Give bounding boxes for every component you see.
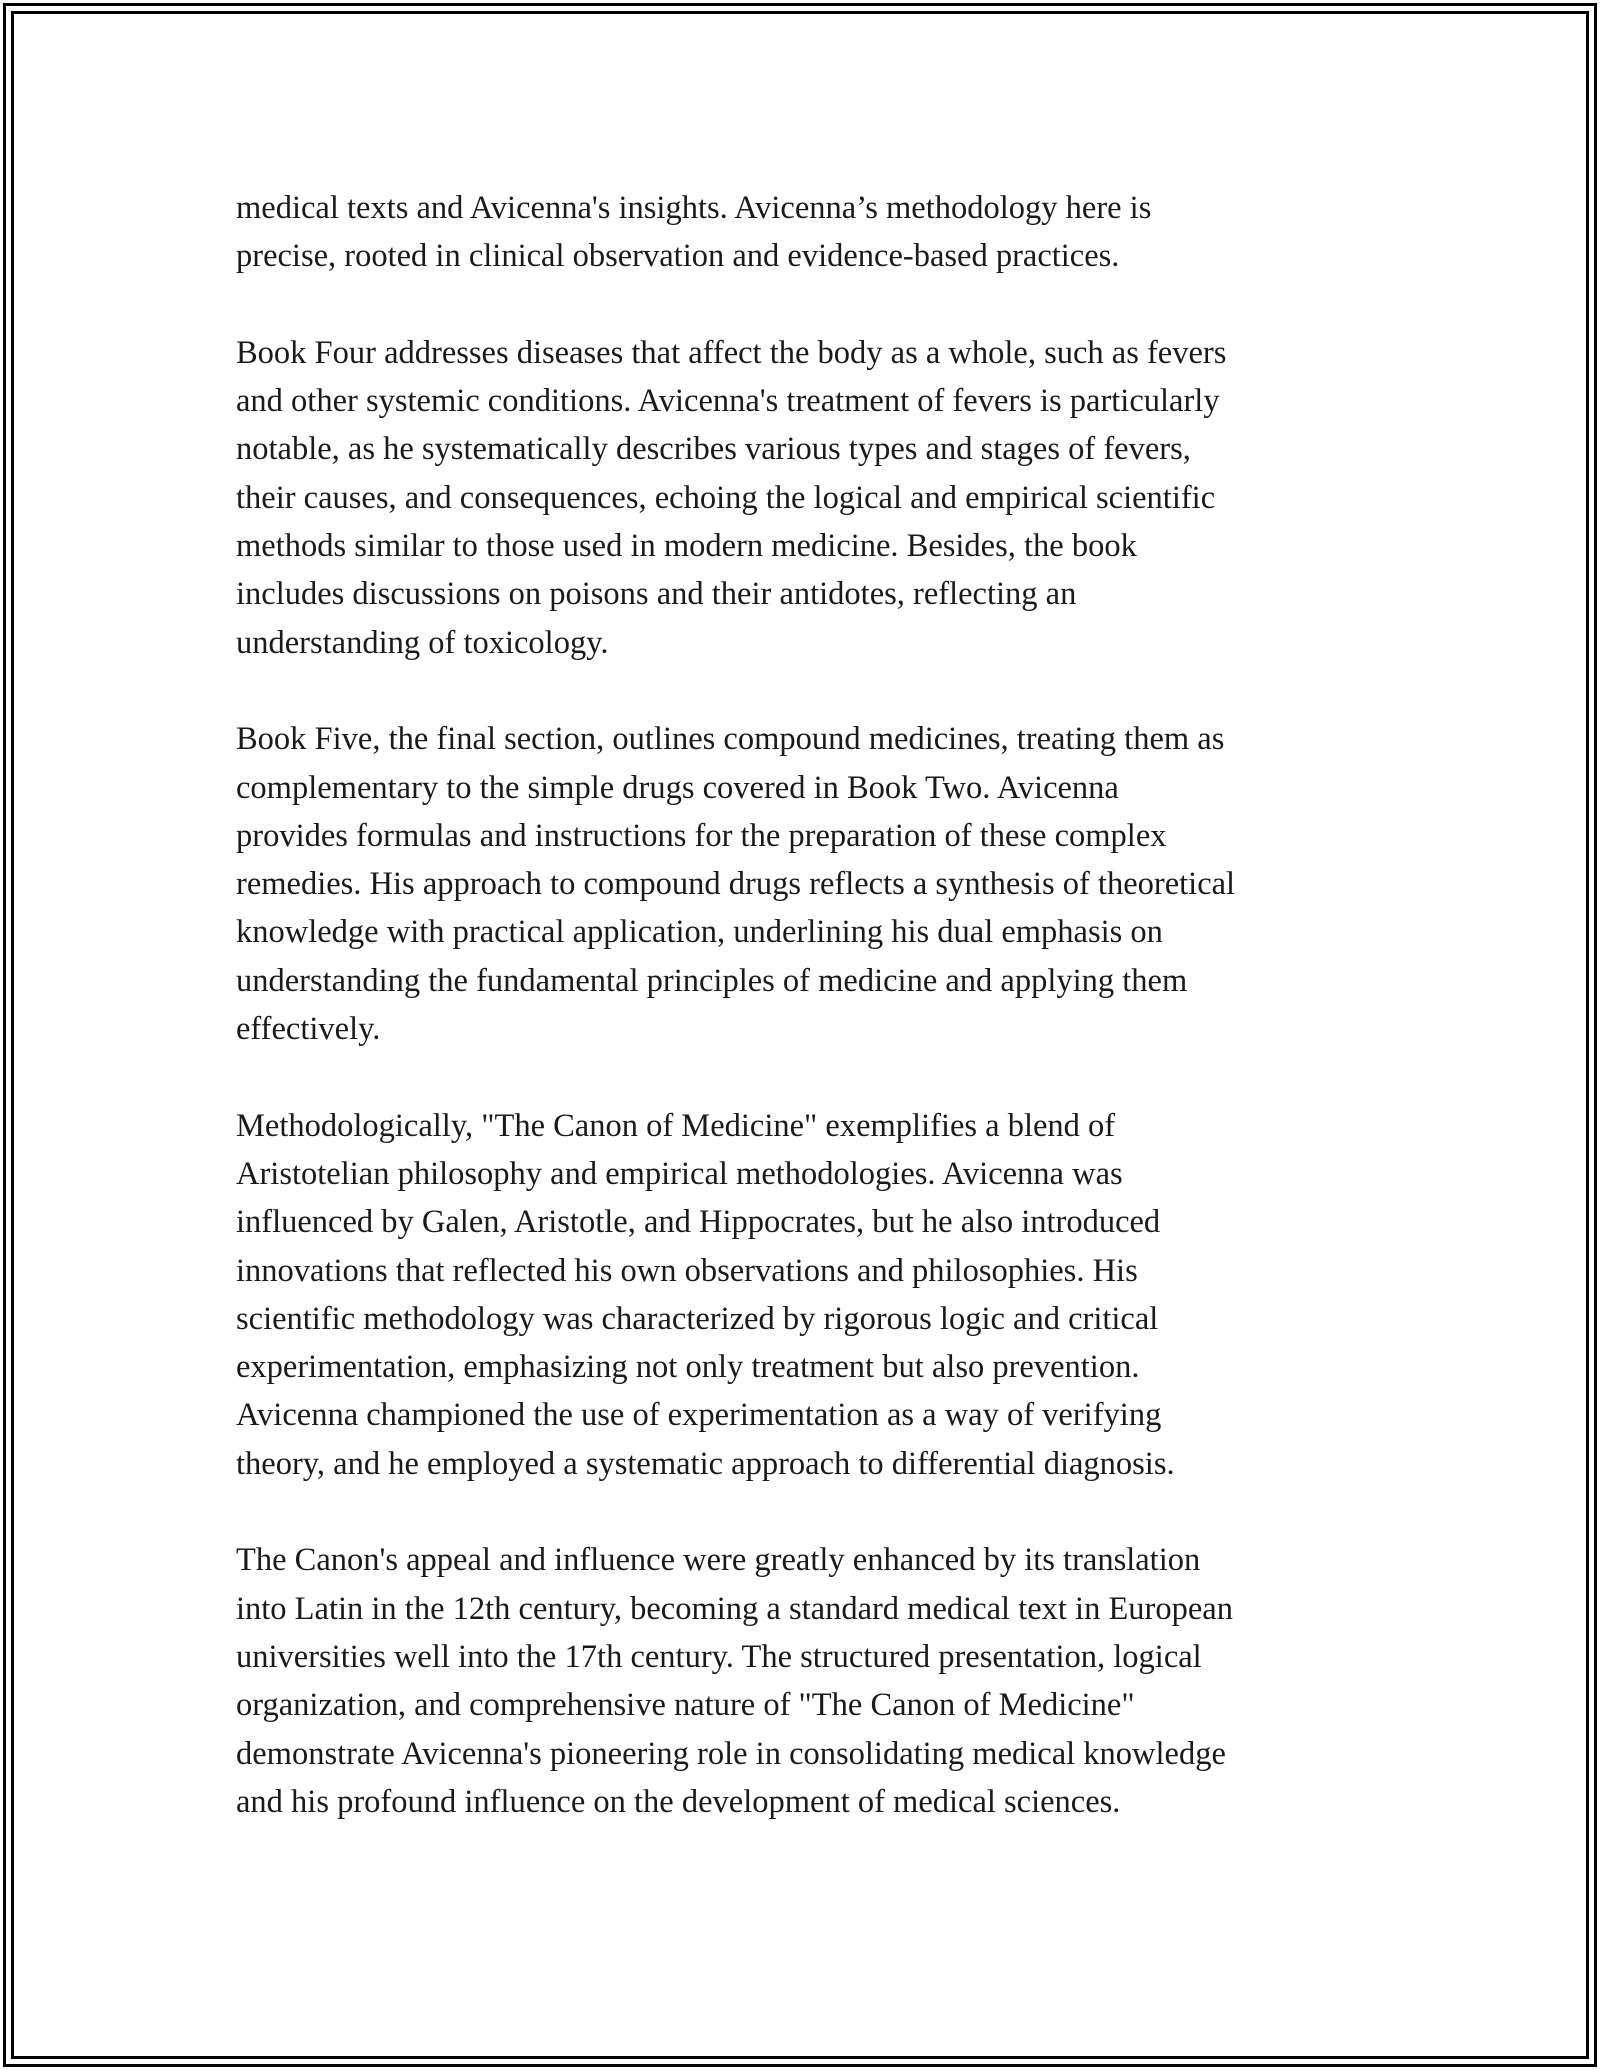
paragraph-2 (236, 329, 1386, 667)
text-line: understanding of toxicology. (236, 624, 609, 661)
text-line: medical texts and Avicenna's insights. Avicenna’s methodology here is (236, 190, 1152, 226)
text-line: organization, and comprehensive nature of "The Canon of Medicine" (236, 1687, 1135, 1724)
text-line: into Latin in the 12th century, becoming a standard medical text in European (236, 1590, 1233, 1627)
document-body (236, 184, 1386, 1874)
text-line: experimentation, emphasizing not only treatment but also prevention. (236, 1349, 1140, 1386)
paragraph-4 (236, 1102, 1386, 1488)
text-line: The Canon's appeal and influence were greatly enhanced by its translation (236, 1542, 1201, 1579)
paragraph-5 (236, 1536, 1386, 1826)
text-line: precise, rooted in clinical observation and evidence-based practices. (236, 238, 1120, 275)
text-line: demonstrate Avicenna's pioneering role in consolidating medical knowledge (236, 1735, 1226, 1772)
text-line: Book Five, the final section, outlines compound medicines, treating them as (236, 721, 1225, 758)
text-line: remedies. His approach to compound drugs reflects a synthesis of theoretical (236, 866, 1236, 903)
text-line: Methodologically, "The Canon of Medicine" exemplifies a blend of (236, 1107, 1116, 1144)
text-line: understanding the fundamental principles of medicine and applying them (236, 962, 1188, 999)
text-line: theory, and he employed a systematic approach to differential diagnosis. (236, 1445, 1175, 1482)
text-line: provides formulas and instructions for the preparation of these complex (236, 817, 1167, 854)
text-line: complementary to the simple drugs covered in Book Two. Avicenna (236, 769, 1119, 806)
text-line: their causes, and consequences, echoing the logical and empirical scientific (236, 479, 1216, 516)
text-line: innovations that reflected his own observations and philosophies. His (236, 1252, 1138, 1289)
text-line: and his profound influence on the development of medical sciences. (236, 1783, 1121, 1820)
text-line: Book Four addresses diseases that affect the body as a whole, such as fevers (236, 334, 1227, 371)
text-line: notable, as he systematically describes various types and stages of fevers, (236, 431, 1191, 468)
text-line: scientific methodology was characterized by rigorous logic and critical (236, 1300, 1159, 1337)
text-line: Aristotelian philosophy and empirical methodologies. Avicenna was (236, 1155, 1123, 1192)
text-line: knowledge with practical application, underlining his dual emphasis on (236, 914, 1163, 951)
text-line: universities well into the 17th century. The structured presentation, logical (236, 1638, 1202, 1675)
text-line: and other systemic conditions. Avicenna's treatment of fevers is particularly (236, 383, 1220, 420)
text-line: Avicenna championed the use of experimentation as a way of verifying (236, 1397, 1162, 1434)
text-line: influenced by Galen, Aristotle, and Hippocrates, but he also introduced (236, 1204, 1161, 1241)
text-line: includes discussions on poisons and their antidotes, reflecting an (236, 576, 1077, 613)
paragraph-3 (236, 715, 1386, 1053)
text-line: effectively. (236, 1011, 381, 1048)
text-line: methods similar to those used in modern medicine. Besides, the book (236, 528, 1137, 565)
paragraph-1 (236, 184, 1386, 281)
